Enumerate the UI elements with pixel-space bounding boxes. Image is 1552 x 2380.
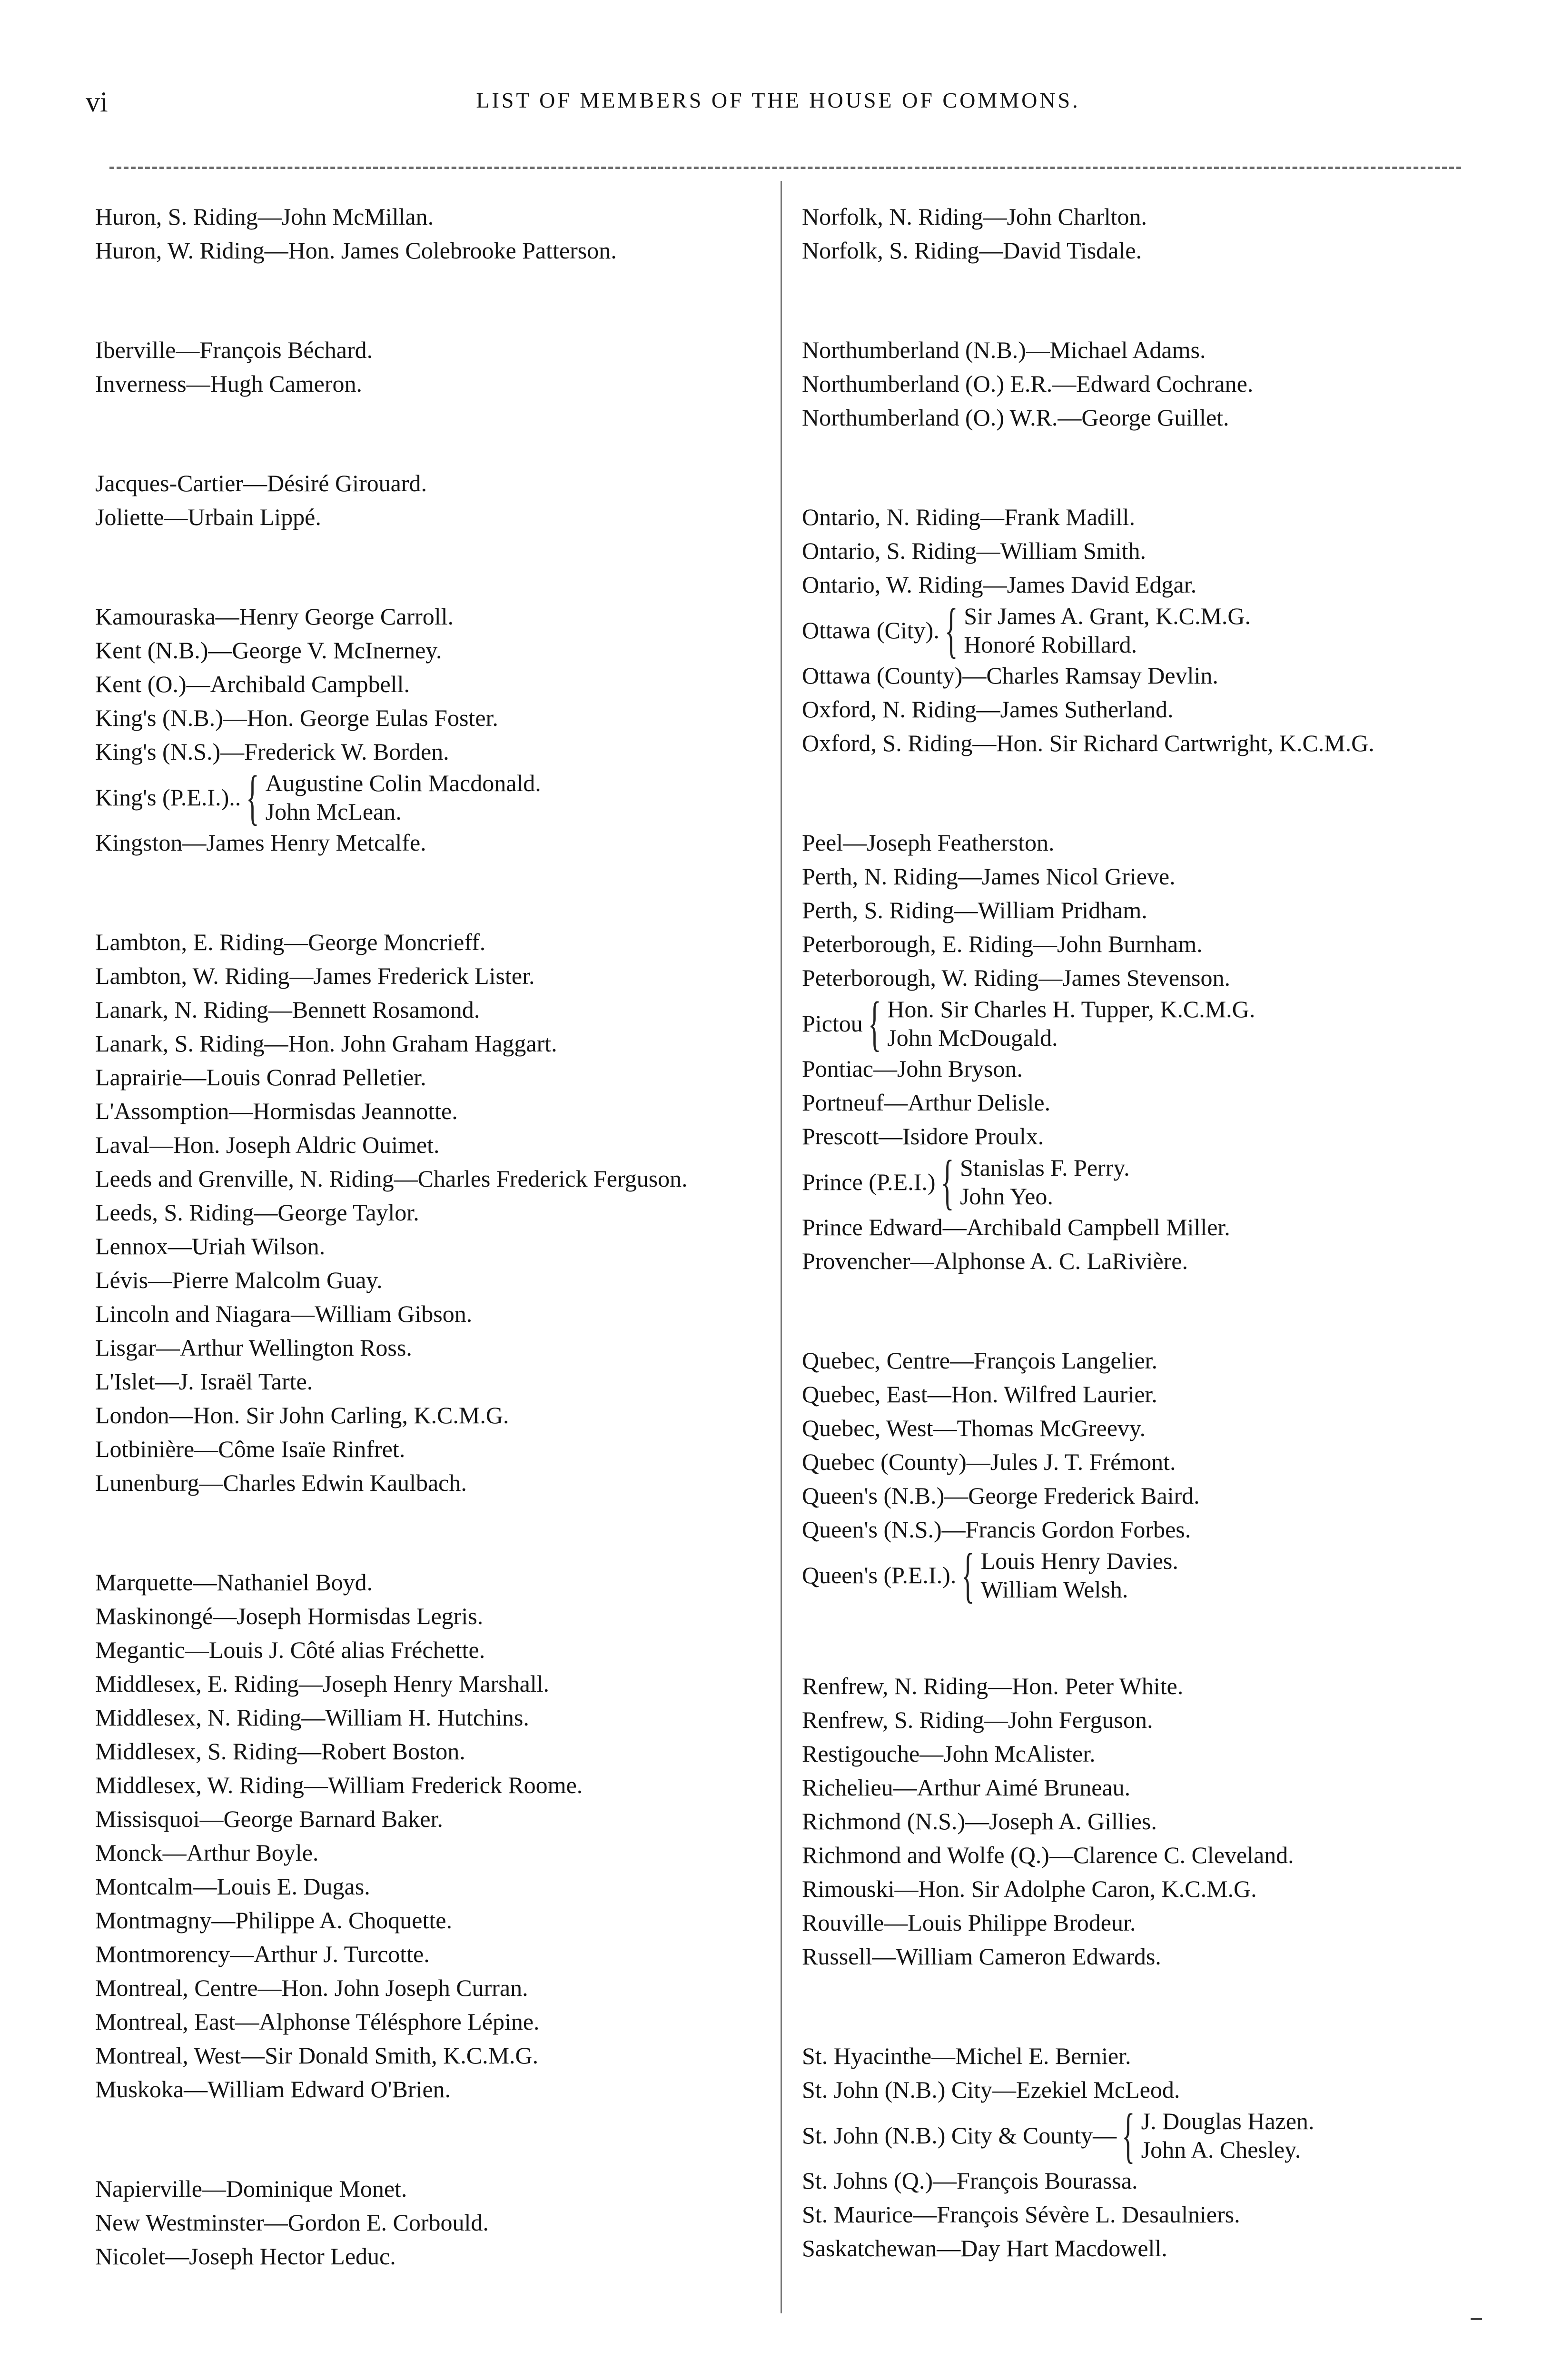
member-entry bbox=[95, 993, 776, 1027]
member-entry bbox=[802, 1703, 1502, 1737]
entry-text: Quebec, Centre—François Langelier. bbox=[802, 1347, 1157, 1374]
member-entry bbox=[95, 1196, 776, 1230]
member-list bbox=[981, 1547, 1178, 1604]
entry-text: Lanark, N. Riding—Bennett Rosamond. bbox=[95, 996, 480, 1023]
member-name: Augustine Colin Macdonald. bbox=[265, 770, 541, 796]
entry-text: Quebec, West—Thomas McGreevy. bbox=[802, 1415, 1146, 1441]
brace-glyph: { bbox=[940, 1148, 954, 1216]
member-entry bbox=[802, 1669, 1502, 1703]
member-entry bbox=[802, 234, 1502, 268]
member-entry bbox=[95, 1566, 776, 1599]
entry-text: Richelieu—Arthur Aimé Bruneau. bbox=[802, 1774, 1131, 1801]
member-name: Hon. Sir Charles H. Tupper, K.C.M.G. bbox=[887, 996, 1255, 1022]
entry-text: Norfolk, N. Riding—John Charlton. bbox=[802, 203, 1147, 230]
member-entry bbox=[95, 1768, 776, 1802]
entry-text: Megantic—Louis J. Côté alias Fréchette. bbox=[95, 1636, 485, 1663]
brace-glyph: { bbox=[944, 596, 958, 664]
member-entry bbox=[802, 1086, 1502, 1120]
page-number: vi bbox=[86, 86, 108, 118]
member-entry bbox=[95, 1904, 776, 1937]
entry-text: New Westminster—Gordon E. Corbould. bbox=[95, 2209, 489, 2236]
member-entry bbox=[802, 927, 1502, 961]
member-entry bbox=[802, 1872, 1502, 1906]
member-entry bbox=[95, 2073, 776, 2106]
entry-text: St. Maurice—François Sévère L. Desaulniers. bbox=[802, 2201, 1240, 2228]
entry-text: Lambton, E. Riding—George Moncrieff. bbox=[95, 929, 486, 955]
entry-text: Leeds and Grenville, N. Riding—Charles Frederick Ferguson. bbox=[95, 1165, 688, 1192]
entry-text: Montreal, West—Sir Donald Smith, K.C.M.G. bbox=[95, 2042, 539, 2069]
member-list bbox=[887, 995, 1255, 1052]
entry-text: Peterborough, E. Riding—John Burnham. bbox=[802, 931, 1203, 957]
entry-text: St. Hyacinthe—Michel E. Bernier. bbox=[802, 2043, 1131, 2069]
entry-text: Jacques-Cartier—Désiré Girouard. bbox=[95, 470, 427, 496]
entry-text: Oxford, S. Riding—Hon. Sir Richard Cartwright, K.C.M.G. bbox=[802, 730, 1374, 756]
entry-text: Peel—Joseph Featherston. bbox=[802, 829, 1055, 856]
member-entry bbox=[802, 1805, 1502, 1838]
member-entry bbox=[802, 659, 1502, 693]
member-entry bbox=[95, 1365, 776, 1398]
entry-text: Northumberland (N.B.)—Michael Adams. bbox=[802, 337, 1206, 363]
letter-section bbox=[95, 466, 776, 534]
member-entry bbox=[95, 1297, 776, 1331]
entry-text: Quebec (County)—Jules J. T. Frémont. bbox=[802, 1448, 1176, 1475]
member-entry bbox=[95, 600, 776, 634]
letter-section bbox=[95, 600, 776, 860]
entry-text: Rimouski—Hon. Sir Adolphe Caron, K.C.M.G. bbox=[802, 1875, 1257, 1902]
member-entry bbox=[802, 1737, 1502, 1771]
member-list bbox=[964, 602, 1251, 659]
member-entry bbox=[802, 1906, 1502, 1940]
member-name: Honoré Robillard. bbox=[964, 631, 1137, 658]
member-entry bbox=[802, 1210, 1502, 1244]
entry-text: Kingston—James Henry Metcalfe. bbox=[95, 829, 426, 856]
entry-text: Leeds, S. Riding—George Taylor. bbox=[95, 1199, 419, 1226]
entry-text: Montmagny—Philippe A. Choquette. bbox=[95, 1907, 452, 1934]
member-entry bbox=[95, 367, 776, 401]
entry-text: Montmorency—Arthur J. Turcotte. bbox=[95, 1941, 430, 1967]
entry-text: Ottawa (County)—Charles Ramsay Devlin. bbox=[802, 662, 1218, 689]
member-entry bbox=[802, 568, 1502, 602]
member-entry bbox=[95, 1128, 776, 1162]
member-entry bbox=[95, 2039, 776, 2073]
member-name: John McDougald. bbox=[887, 1024, 1058, 1051]
entry-text: Missisquoi—George Barnard Baker. bbox=[95, 1805, 443, 1832]
entry-text: Prescott—Isidore Proulx. bbox=[802, 1123, 1044, 1150]
member-entry bbox=[802, 534, 1502, 568]
member-entry bbox=[802, 333, 1502, 367]
letter-section bbox=[802, 500, 1502, 760]
member-entry bbox=[802, 893, 1502, 927]
entry-text: King's (N.B.)—Hon. George Eulas Foster. bbox=[95, 704, 498, 731]
entry-text: Lévis—Pierre Malcolm Guay. bbox=[95, 1267, 383, 1293]
entry-text: Marquette—Nathaniel Boyd. bbox=[95, 1569, 373, 1596]
member-entry bbox=[95, 1701, 776, 1735]
member-entry bbox=[802, 1940, 1502, 1973]
entry-text: Ontario, N. Riding—Frank Madill. bbox=[802, 504, 1135, 530]
letter-section bbox=[802, 2039, 1502, 2265]
member-entry bbox=[802, 2231, 1502, 2265]
entry-text: Perth, S. Riding—William Pridham. bbox=[802, 897, 1147, 923]
member-list bbox=[960, 1153, 1130, 1210]
brace-glyph: { bbox=[1122, 2102, 1135, 2169]
entry-text: London—Hon. Sir John Carling, K.C.M.G. bbox=[95, 1402, 509, 1428]
member-entry bbox=[95, 925, 776, 959]
right-column bbox=[802, 200, 1502, 2331]
entry-text: Iberville—François Béchard. bbox=[95, 337, 373, 363]
entry-text: Renfrew, S. Riding—John Ferguson. bbox=[802, 1706, 1153, 1733]
member-entry-multi bbox=[802, 596, 1502, 664]
member-entry bbox=[95, 466, 776, 500]
entry-text: Huron, W. Riding—Hon. James Colebrooke Patterson. bbox=[95, 237, 617, 264]
member-entry bbox=[95, 1735, 776, 1768]
member-entry bbox=[95, 735, 776, 769]
member-entry bbox=[95, 1331, 776, 1365]
letter-section bbox=[95, 200, 776, 268]
member-entry bbox=[95, 667, 776, 701]
member-entry bbox=[802, 1479, 1502, 1513]
entry-text: Renfrew, N. Riding—Hon. Peter White. bbox=[802, 1673, 1184, 1699]
member-entry bbox=[802, 1120, 1502, 1153]
member-entry bbox=[95, 1599, 776, 1633]
member-entry bbox=[802, 200, 1502, 234]
left-column bbox=[95, 200, 776, 2339]
entry-text: Peterborough, W. Riding—James Stevenson. bbox=[802, 964, 1230, 991]
member-name: J. Douglas Hazen. bbox=[1141, 2108, 1315, 2134]
entry-text: Lunenburg—Charles Edwin Kaulbach. bbox=[95, 1469, 467, 1496]
entry-text: Lisgar—Arthur Wellington Ross. bbox=[95, 1334, 412, 1361]
member-entry-multi bbox=[95, 764, 776, 831]
member-entry bbox=[802, 1838, 1502, 1872]
letter-section bbox=[802, 826, 1502, 1278]
constituency-name: St. John (N.B.) City & County— bbox=[802, 2122, 1117, 2149]
entry-text: Russell—William Cameron Edwards. bbox=[802, 1943, 1161, 1970]
entry-text: Saskatchewan—Day Hart Macdowell. bbox=[802, 2235, 1167, 2261]
constituency-name: Ottawa (City). bbox=[802, 616, 939, 644]
member-entry-multi bbox=[802, 1541, 1502, 1609]
member-entry bbox=[95, 1094, 776, 1128]
member-entry bbox=[802, 2039, 1502, 2073]
constituency-name: Pictou bbox=[802, 1010, 863, 1037]
page-mark bbox=[1471, 2318, 1482, 2320]
entry-text: Kent (O.)—Archibald Campbell. bbox=[95, 671, 410, 697]
entry-text: Prince Edward—Archibald Campbell Miller. bbox=[802, 1214, 1230, 1240]
letter-section bbox=[95, 925, 776, 1500]
entry-text: Middlesex, S. Riding—Robert Boston. bbox=[95, 1738, 465, 1765]
member-entry bbox=[95, 1667, 776, 1701]
constituency-name: Prince (P.E.I.) bbox=[802, 1168, 936, 1195]
member-entry bbox=[802, 1244, 1502, 1278]
member-entry bbox=[95, 826, 776, 860]
member-entry bbox=[95, 2206, 776, 2240]
entry-text: Ontario, W. Riding—James David Edgar. bbox=[802, 571, 1197, 598]
member-entry bbox=[802, 1445, 1502, 1479]
member-entry bbox=[802, 1052, 1502, 1086]
member-entry bbox=[802, 1344, 1502, 1378]
member-name: Sir James A. Grant, K.C.M.G. bbox=[964, 603, 1251, 629]
member-entry bbox=[95, 2172, 776, 2206]
entry-text: Lincoln and Niagara—William Gibson. bbox=[95, 1300, 473, 1327]
member-entry bbox=[802, 693, 1502, 726]
entry-text: King's (N.S.)—Frederick W. Borden. bbox=[95, 738, 449, 765]
member-entry bbox=[95, 1836, 776, 1870]
entry-text: Portneuf—Arthur Delisle. bbox=[802, 1089, 1051, 1116]
member-entry bbox=[95, 2240, 776, 2273]
entry-text: Lambton, W. Riding—James Frederick Lister. bbox=[95, 962, 535, 989]
member-entry bbox=[95, 1633, 776, 1667]
member-entry bbox=[95, 1263, 776, 1297]
entry-text: Lennox—Uriah Wilson. bbox=[95, 1233, 326, 1259]
entry-text: Restigouche—John McAlister. bbox=[802, 1740, 1096, 1767]
entry-text: Nicolet—Joseph Hector Leduc. bbox=[95, 2243, 396, 2270]
member-entry bbox=[802, 961, 1502, 995]
entry-text: Norfolk, S. Riding—David Tisdale. bbox=[802, 237, 1142, 264]
entry-text: Queen's (N.B.)—George Frederick Baird. bbox=[802, 1482, 1200, 1509]
letter-section bbox=[802, 1344, 1502, 1609]
letter-section bbox=[95, 333, 776, 401]
entry-text: Inverness—Hugh Cameron. bbox=[95, 370, 362, 397]
member-entry bbox=[95, 1162, 776, 1196]
member-entry bbox=[802, 2073, 1502, 2107]
constituency-name: Queen's (P.E.I.). bbox=[802, 1561, 957, 1588]
entry-text: Provencher—Alphonse A. C. LaRivière. bbox=[802, 1248, 1188, 1274]
member-entry bbox=[95, 959, 776, 993]
entry-text: Queen's (N.S.)—Francis Gordon Forbes. bbox=[802, 1516, 1191, 1543]
member-entry bbox=[802, 1411, 1502, 1445]
member-entry bbox=[95, 2005, 776, 2039]
member-entry bbox=[95, 1061, 776, 1094]
member-entry-multi bbox=[802, 2102, 1502, 2169]
member-entry bbox=[802, 860, 1502, 893]
member-entry bbox=[802, 2198, 1502, 2231]
entry-text: Richmond (N.S.)—Joseph A. Gillies. bbox=[802, 1808, 1157, 1835]
member-name: Stanislas F. Perry. bbox=[959, 1154, 1130, 1181]
member-list bbox=[266, 769, 541, 826]
letter-section bbox=[802, 1669, 1502, 1973]
member-entry bbox=[95, 701, 776, 735]
entry-text: Montcalm—Louis E. Dugas. bbox=[95, 1873, 370, 1900]
brace-glyph: { bbox=[246, 764, 259, 831]
entry-text: Northumberland (O.) E.R.—Edward Cochrane. bbox=[802, 370, 1254, 397]
entry-text: Perth, N. Riding—James Nicol Grieve. bbox=[802, 863, 1176, 890]
entry-text: Montreal, East—Alphonse Télésphore Lépine. bbox=[95, 2008, 540, 2035]
entry-text: Montreal, Centre—Hon. John Joseph Curran. bbox=[95, 1974, 528, 2001]
entry-text: Laprairie—Louis Conrad Pelletier. bbox=[95, 1064, 426, 1091]
letter-section bbox=[802, 200, 1502, 268]
member-entry-multi bbox=[802, 990, 1502, 1057]
column-divider bbox=[781, 181, 782, 2313]
letter-section bbox=[802, 333, 1502, 435]
member-entry bbox=[95, 1937, 776, 1971]
member-entry bbox=[95, 1802, 776, 1836]
entry-text: Pontiac—John Bryson. bbox=[802, 1055, 1023, 1082]
member-entry bbox=[802, 367, 1502, 401]
member-entry bbox=[95, 200, 776, 234]
member-entry bbox=[95, 500, 776, 534]
entry-text: Oxford, N. Riding—James Sutherland. bbox=[802, 696, 1174, 723]
letter-section bbox=[95, 2172, 776, 2273]
entry-text: Muskoka—William Edward O'Brien. bbox=[95, 2076, 451, 2102]
member-entry-multi bbox=[802, 1148, 1502, 1216]
member-name: John McLean. bbox=[265, 798, 402, 825]
member-entry bbox=[95, 1870, 776, 1904]
member-entry bbox=[95, 1230, 776, 1263]
entry-text: Kamouraska—Henry George Carroll. bbox=[95, 603, 454, 630]
entry-text: Laval—Hon. Joseph Aldric Ouimet. bbox=[95, 1131, 440, 1158]
member-entry bbox=[95, 333, 776, 367]
entry-text: Ontario, S. Riding—William Smith. bbox=[802, 537, 1146, 564]
entry-text: L'Islet—J. Israël Tarte. bbox=[95, 1368, 313, 1395]
member-entry bbox=[802, 2164, 1502, 2198]
entry-text: Middlesex, N. Riding—William H. Hutchins. bbox=[95, 1704, 529, 1731]
entry-text: Richmond and Wolfe (Q.)—Clarence C. Cleveland. bbox=[802, 1842, 1294, 1868]
member-entry bbox=[802, 726, 1502, 760]
member-entry bbox=[802, 1378, 1502, 1411]
page-header bbox=[76, 86, 1480, 124]
member-entry bbox=[95, 1027, 776, 1061]
entry-text: Rouville—Louis Philippe Brodeur. bbox=[802, 1909, 1136, 1936]
entry-text: Northumberland (O.) W.R.—George Guillet. bbox=[802, 404, 1229, 431]
member-entry bbox=[802, 826, 1502, 860]
member-name: John A. Chesley. bbox=[1141, 2136, 1301, 2163]
member-entry bbox=[95, 1432, 776, 1466]
entry-text: L'Assomption—Hormisdas Jeannotte. bbox=[95, 1098, 458, 1124]
member-entry bbox=[95, 1466, 776, 1500]
member-name: Louis Henry Davies. bbox=[980, 1547, 1178, 1574]
entry-text: Napierville—Dominique Monet. bbox=[95, 2175, 407, 2202]
member-entry bbox=[802, 401, 1502, 435]
entry-text: Middlesex, W. Riding—William Frederick Roome. bbox=[95, 1772, 583, 1798]
member-entry bbox=[95, 234, 776, 268]
entry-text: Kent (N.B.)—George V. McInerney. bbox=[95, 637, 442, 664]
entry-text: Huron, S. Riding—John McMillan. bbox=[95, 203, 434, 230]
member-entry bbox=[802, 500, 1502, 534]
entry-text: Monck—Arthur Boyle. bbox=[95, 1839, 319, 1866]
entry-text: Lotbinière—Côme Isaïe Rinfret. bbox=[95, 1436, 405, 1462]
member-entry bbox=[802, 1771, 1502, 1805]
member-name: John Yeo. bbox=[959, 1183, 1053, 1210]
entry-text: Lanark, S. Riding—Hon. John Graham Haggart. bbox=[95, 1030, 557, 1057]
running-title: LIST OF MEMBERS OF THE HOUSE OF COMMONS. bbox=[476, 88, 1080, 112]
member-entry bbox=[802, 1513, 1502, 1547]
brace-glyph: { bbox=[961, 1541, 975, 1609]
member-entry bbox=[95, 1971, 776, 2005]
entry-text: Middlesex, E. Riding—Joseph Henry Marshall. bbox=[95, 1670, 550, 1697]
member-entry bbox=[95, 1398, 776, 1432]
header-rule bbox=[109, 167, 1461, 169]
entry-text: Joliette—Urbain Lippé. bbox=[95, 504, 321, 530]
entry-text: Maskinongé—Joseph Hormisdas Legris. bbox=[95, 1603, 484, 1629]
member-list bbox=[1141, 2107, 1315, 2164]
member-entry bbox=[95, 634, 776, 667]
letter-section bbox=[95, 1566, 776, 2106]
entry-text: Quebec, East—Hon. Wilfred Laurier. bbox=[802, 1381, 1157, 1408]
entry-text: St. John (N.B.) City—Ezekiel McLeod. bbox=[802, 2076, 1180, 2103]
constituency-name: King's (P.E.I.).. bbox=[95, 783, 241, 811]
entry-text: St. Johns (Q.)—François Bourassa. bbox=[802, 2167, 1138, 2194]
member-name: William Welsh. bbox=[980, 1576, 1128, 1603]
brace-glyph: { bbox=[868, 990, 881, 1057]
